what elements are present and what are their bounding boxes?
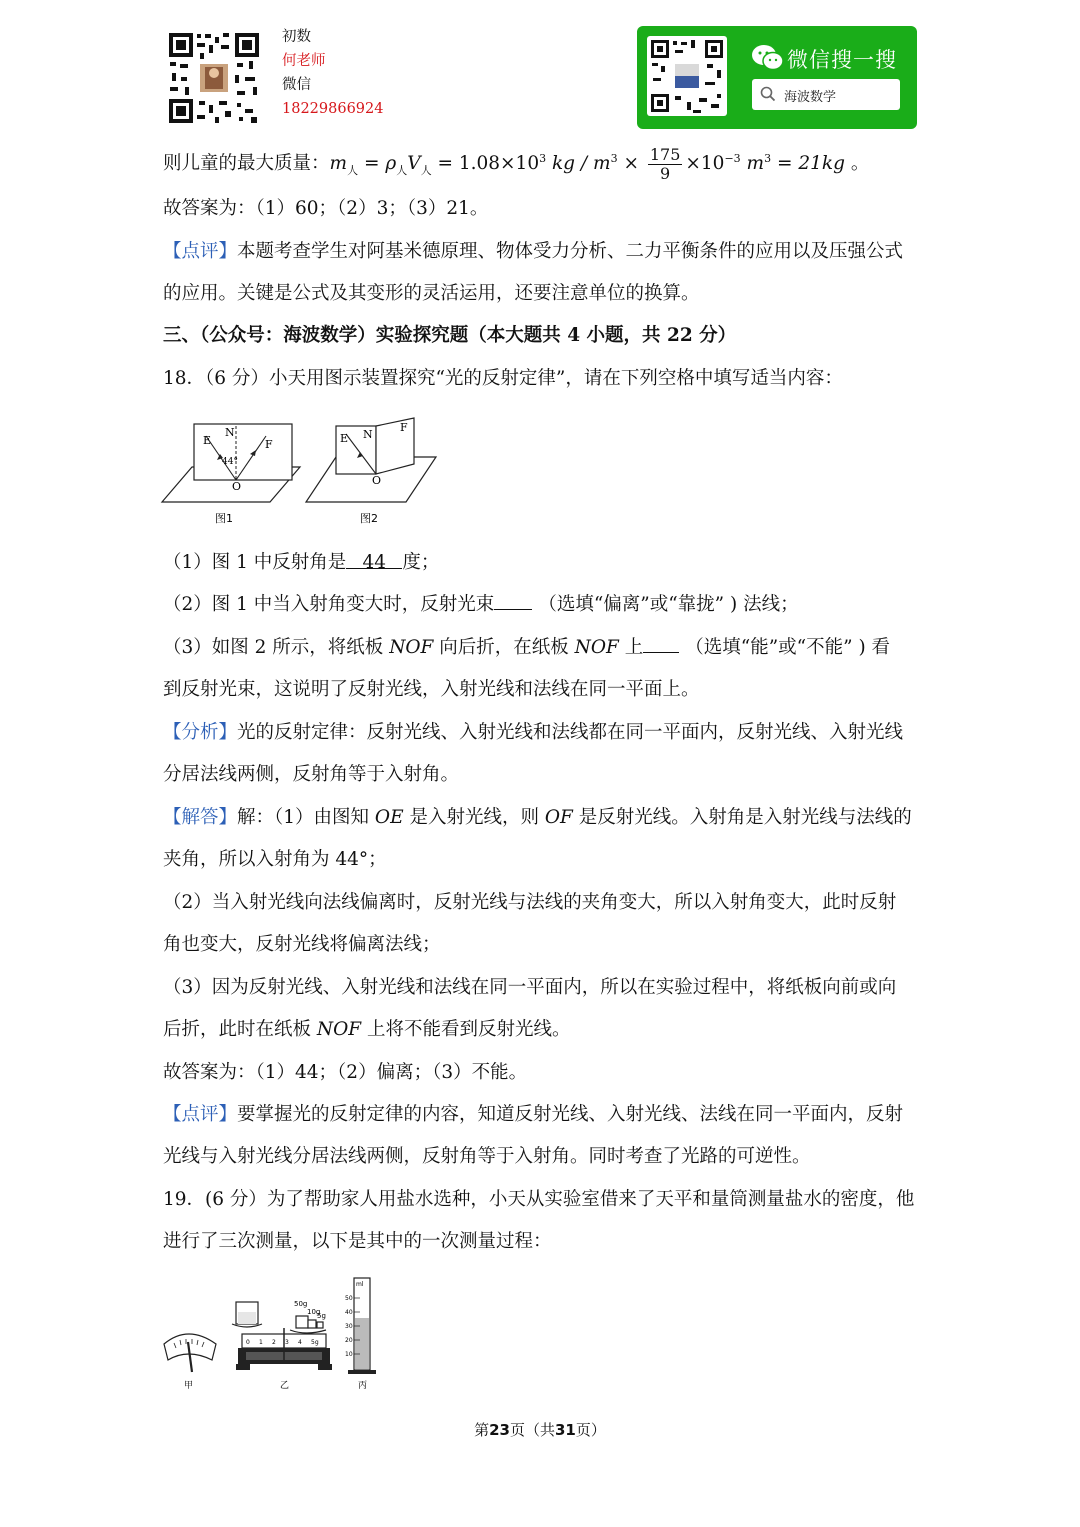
formula-end: 。 [844, 153, 870, 175]
fig2-caption: 图2 [360, 512, 378, 525]
q18-part2-blank [494, 591, 532, 610]
formula-eq2: = 1.08×10 [431, 153, 540, 175]
wechat-search-title: 微信搜一搜 [787, 48, 897, 72]
q18-answer: 故答案为：（1）44；（2）偏离；（3）不能。 [163, 1062, 528, 1083]
header-label-1: 初数 [282, 29, 311, 45]
q19-scale-tick-0: 0 [246, 1339, 250, 1346]
formula-rho-sub: 人 [396, 163, 408, 177]
fig2-letter-f: F [400, 421, 408, 434]
wechat-search-box[interactable] [752, 79, 900, 110]
wechat-search-text: 海波数学 [784, 90, 837, 105]
fig1-caption: 图1 [215, 512, 233, 525]
q19-figures [160, 1272, 390, 1394]
q19-stem-line1: 19．(6 分）为了帮助家人用盐水选种，小天从实验室借来了天平和量筒测量盐水的密度，他 [163, 1189, 915, 1210]
q18-solution-line4: 角也变大，反射光线将偏离法线； [163, 934, 441, 955]
q18-part1-text: （1）图 1 中反射角是 [163, 552, 347, 573]
qr-code [167, 31, 261, 125]
formula-exp3: −3 [724, 152, 741, 165]
formula-times1: × [617, 153, 645, 175]
review-q17-line1 [163, 239, 903, 265]
q19-scale-tick-4: 4 [298, 1339, 302, 1346]
q19-label-yi: 乙 [280, 1381, 290, 1391]
q18-analysis-line1 [163, 720, 903, 746]
q19-cyl-tick-50: 50 [345, 1295, 353, 1302]
solution-text-d: 后折，此时在纸板 [163, 1019, 317, 1040]
footer-page: 23 [489, 1421, 510, 1439]
fig1-letter-f: F [265, 438, 273, 451]
formula-unit2: m [740, 153, 765, 175]
fig1-angle-label: 44° [222, 457, 238, 467]
formula-prefix: 则儿童的最大质量： [163, 153, 330, 175]
fig2-letter-o: O [372, 474, 382, 487]
q18-analysis-line2: 分居法线两侧，反射角等于入射角。 [163, 764, 460, 785]
header-phone: 18229866924 [282, 101, 384, 117]
q18-solution-line3: （2）当入射光线向法线偏离时，反射光线与法线的夹角变大，所以入射角变大，此时反射 [163, 892, 897, 913]
formula-unit1: kg / m [546, 153, 611, 175]
q18-solution-line5: （3）因为反射光线、入射光线和法线在同一平面内，所以在实验过程中，将纸板向前或向 [163, 977, 897, 998]
formula-v-sub: 人 [420, 163, 432, 177]
footer-prefix: 第 [474, 1421, 490, 1439]
q18-part3-text-d: （选填“能”或“不能” ) 看 [685, 637, 891, 658]
q18-part3 [163, 634, 890, 661]
q18-part3-line2: 到反射光束，这说明了反射光线，入射光线和法线在同一平面上。 [163, 679, 700, 700]
q18-part1-answer-value: 44 [362, 552, 387, 573]
formula-times2: ×10 [685, 153, 725, 175]
q18-part3-nof-1: NOF [389, 637, 434, 658]
q19-weight-50g: 50g [294, 1300, 308, 1308]
footer-suffix: 页） [575, 1421, 606, 1439]
formula-fraction [648, 146, 683, 183]
formula-eq3: = 21kg [771, 153, 845, 175]
footer-total: 31 [555, 1421, 576, 1439]
q19-cyl-tick-20: 20 [345, 1337, 353, 1344]
fig1-letter-n: N [225, 426, 235, 439]
q18-part3-blank [643, 634, 679, 653]
review-q17-line2: 的应用。关键是公式及其变形的灵活运用，还要注意单位的换算。 [163, 283, 700, 304]
q19-scale-tick-3: 3 [285, 1339, 289, 1346]
solution-text-b: 是入射光线，则 [403, 807, 545, 828]
solution-text-a: 解：（1）由图知 [237, 807, 375, 828]
fig1-letter-o: O [232, 480, 242, 493]
q19-weight-10g: 10g [307, 1308, 321, 1316]
q19-scale-tick-1: 1 [259, 1339, 263, 1346]
review-text: 本题考查学生对阿基米德原理、物体受力分析、二力平衡条件的应用以及压强公式 [237, 241, 904, 262]
q19-cyl-tick-30: 30 [345, 1323, 353, 1330]
q19-label-bing: 丙 [358, 1381, 368, 1391]
formula-m-sub: 人 [347, 163, 359, 177]
analysis-tag: 【分析】 [163, 722, 238, 743]
q18-part1 [163, 550, 439, 576]
q19-cyl-tick-40: 40 [345, 1309, 353, 1316]
solution-tag: 【解答】 [163, 807, 238, 828]
q18-figures [160, 412, 450, 534]
wechat-qr-code [647, 36, 727, 116]
fig1-letter-e: E [203, 434, 212, 447]
header-label-2: 微信 [282, 77, 311, 93]
formula-m: m [329, 153, 348, 175]
formula-exp4: 3 [764, 152, 772, 165]
search-icon [760, 86, 776, 106]
q19-stem-line2: 进行了三次测量，以下是其中的一次测量过程： [163, 1231, 552, 1252]
formula-exp2: 3 [610, 152, 618, 165]
q18-solution-line2: 夹角，所以入射角为 44°； [163, 849, 387, 870]
q19-cyl-unit: ml [356, 1281, 364, 1288]
q18-part3-text-a: （3）如图 2 所示，将纸板 [163, 637, 390, 658]
page-footer [0, 1419, 1080, 1440]
solution-text-e: 上将不能看到反射光线。 [361, 1019, 571, 1040]
solution-oe: OE [374, 807, 404, 828]
review-tag: 【点评】 [163, 241, 238, 262]
solution-nof: NOF [316, 1019, 362, 1040]
wechat-search-banner[interactable] [637, 26, 917, 129]
answer-q17: 故答案为：（1）60；（2）3；（3）21。 [163, 198, 489, 219]
q18-part1-unit: 度； [402, 552, 440, 573]
section-3-heading: 三、（公众号：海波数学）实验探究题（本大题共 4 小题，共 22 分） [163, 325, 737, 346]
header-name: 何老师 [282, 53, 326, 69]
q19-label-jia: 甲 [184, 1381, 194, 1391]
wechat-logo-icon [751, 44, 785, 76]
formula-frac-num: 175 [649, 144, 681, 164]
q19-scale-tick-2: 2 [272, 1339, 276, 1346]
q18-part3-nof-2: NOF [574, 637, 619, 658]
q18-solution-line6 [163, 1017, 570, 1043]
footer-mid: 页（共 [509, 1421, 555, 1439]
formula-rho: ρ [385, 153, 397, 175]
q18-review-line1 [163, 1102, 903, 1128]
q18-part2-hint: （选填“偏离”或“靠拢” ) 法线； [538, 594, 799, 615]
q18-part1-answer [346, 550, 402, 573]
q18-part3-text-b: 向后折，在纸板 [433, 637, 575, 658]
q18-part2-text: （2）图 1 中当入射角变大时，反射光束 [163, 594, 495, 615]
q18-part2 [163, 591, 799, 618]
formula-exp1: 3 [539, 152, 547, 165]
q19-scale-tick-5: 5g [311, 1339, 319, 1346]
analysis-text: 光的反射定律：反射光线、入射光线和法线都在同一平面内，反射光线、入射光线 [237, 722, 904, 743]
q19-cyl-tick-10: 10 [345, 1351, 353, 1358]
formula-v: V [407, 153, 421, 175]
formula-eq1: = [358, 153, 386, 175]
fig2-letter-e: E [340, 432, 349, 445]
formula-frac-den: 9 [660, 163, 671, 183]
q18-review-line2: 光线与入射光线分居法线两侧，反射角等于入射角。同时考查了光路的可逆性。 [163, 1146, 811, 1167]
formula-line [163, 144, 869, 186]
review-text-2: 要掌握光的反射定律的内容，知道反射光线、入射光线、法线在同一平面内，反射 [237, 1104, 904, 1125]
q19-weight-5g: 5g [317, 1312, 326, 1320]
review-tag-2: 【点评】 [163, 1104, 238, 1125]
q18-part3-text-c: 上 [618, 637, 644, 658]
solution-of: OF [544, 807, 573, 828]
q18-solution-line1 [163, 805, 912, 831]
solution-text-c: 是反射光线。入射角是入射光线与法线的 [572, 807, 912, 828]
q18-stem: 18．（6 分）小天用图示装置探究“光的反射定律”，请在下列空格中填写适当内容： [163, 368, 843, 389]
fig2-letter-n: N [363, 428, 373, 441]
